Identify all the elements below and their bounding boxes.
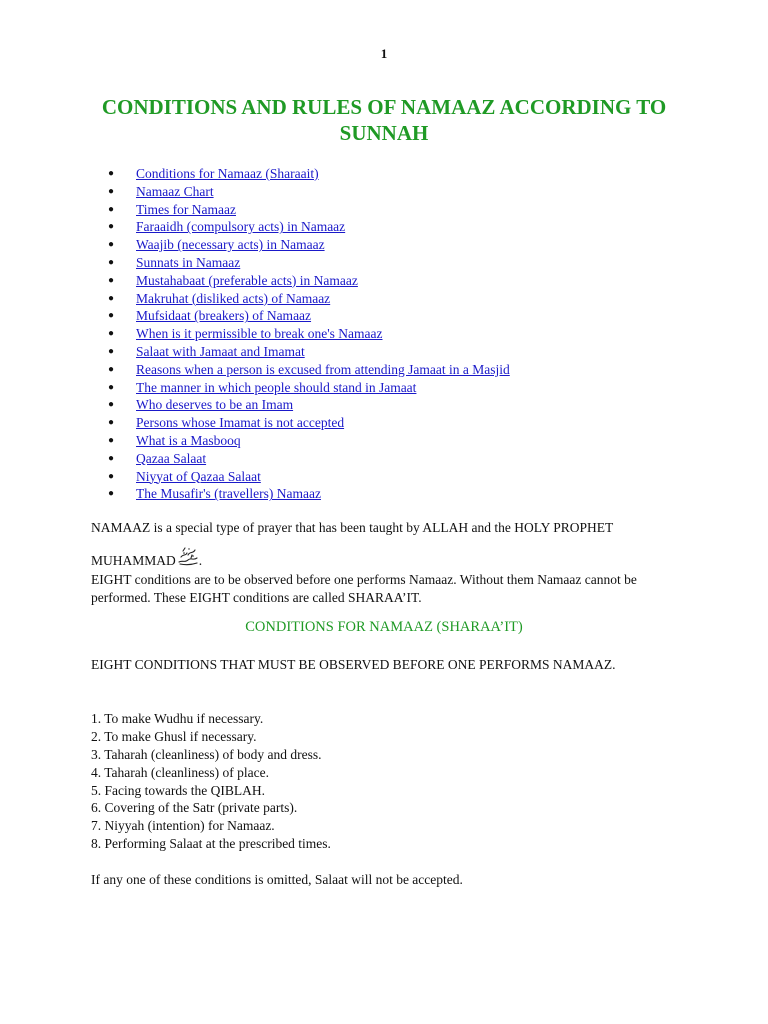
conditions-list (91, 710, 331, 853)
bullet-icon: ● (108, 417, 115, 429)
toc-link-mustahabaat[interactable]: Mustahabaat (preferable acts) in Namaaz (136, 272, 358, 288)
toc-item (108, 396, 510, 414)
bullet-icon: ● (108, 345, 115, 357)
toc-link-niyyat-qazaa[interactable]: Niyyat of Qazaa Salaat (136, 468, 261, 484)
bullet-icon: ● (108, 363, 115, 375)
bullet-icon: ● (108, 470, 115, 482)
toc-item (108, 485, 510, 503)
bullet-icon: ● (108, 168, 115, 179)
toc-link-qazaa-salaat[interactable]: Qazaa Salaat (136, 450, 207, 466)
intro-line-3: EIGHT conditions are to be observed before one performs Namaaz. Without them Namaaz cannot be performed. These EIGHT conditions are called SHARAA’IT. (91, 572, 637, 605)
intro-line-2 (91, 546, 691, 571)
bullet-icon: ● (108, 274, 115, 286)
bullet-icon: ● (108, 292, 115, 304)
condition-item: 8. Performing Salaat at the prescribed times. (91, 836, 331, 852)
condition-item: 4. Taharah (cleanliness) of place. (91, 764, 269, 780)
intro-paragraph (91, 519, 691, 607)
bullet-icon: ● (108, 434, 115, 446)
toc-item (108, 361, 510, 379)
toc-link-stand-jamaat[interactable]: The manner in which people should stand in Jamaat (136, 379, 417, 395)
bullet-icon: ● (108, 328, 115, 340)
toc-link-jamaat-imamat[interactable]: Salaat with Jamaat and Imamat (136, 343, 305, 359)
bullet-icon: ● (108, 399, 115, 411)
intro-line-2-end: . (198, 553, 203, 568)
condition-item: 2. To make Ghusl if necessary. (91, 728, 257, 744)
toc-link-mufsidaat[interactable]: Mufsidaat (breakers) of Namaaz (136, 308, 312, 324)
bullet-icon: ● (108, 488, 115, 500)
toc-link-break-namaaz[interactable]: When is it permissible to break one's Namaaz (136, 326, 383, 342)
page-title: CONDITIONS AND RULES OF NAMAAZ ACCORDING TO SUNNAH (101, 95, 667, 145)
toc-item (108, 254, 510, 272)
toc-item (108, 218, 510, 236)
toc-item (108, 183, 510, 201)
bullet-icon: ● (108, 185, 115, 197)
condition-item: 3. Taharah (cleanliness) of body and dress. (91, 746, 322, 762)
toc-link-conditions[interactable]: Conditions for Namaaz (Sharaait) (136, 166, 319, 181)
bullet-icon: ● (108, 310, 115, 322)
pbuh-calligraphy-icon (177, 546, 199, 571)
section-heading: CONDITIONS FOR NAMAAZ (SHARAA’IT) (245, 619, 523, 635)
prophet-name: MUHAMMAD (91, 553, 176, 568)
page-number: 1 (380, 46, 388, 61)
toc-item (108, 165, 510, 183)
condition-item: 6. Covering of the Satr (private parts). (91, 800, 298, 816)
toc-item (108, 290, 510, 308)
toc-item (108, 450, 510, 468)
toc-link-times[interactable]: Times for Namaaz (136, 201, 236, 217)
toc-link-faraaidh[interactable]: Faraaidh (compulsory acts) in Namaaz (136, 219, 346, 235)
bullet-icon: ● (108, 381, 115, 393)
condition-item: 5. Facing towards the QIBLAH. (91, 782, 265, 798)
toc-item (108, 343, 510, 361)
bullet-icon: ● (108, 239, 115, 251)
toc-link-excused[interactable]: Reasons when a person is excused from attending Jamaat in a Masjid (136, 361, 510, 377)
toc-link-imam[interactable]: Who deserves to be an Imam (136, 397, 294, 413)
toc-item (108, 201, 510, 219)
toc-link-namaaz-chart[interactable]: Namaaz Chart (136, 183, 214, 199)
toc-item (108, 325, 510, 343)
conditions-subheading: EIGHT CONDITIONS THAT MUST BE OBSERVED BEFORE ONE PERFORMS NAMAAZ. (91, 657, 616, 672)
toc-item (108, 379, 510, 397)
toc-link-sunnats[interactable]: Sunnats in Namaaz (136, 254, 241, 270)
bullet-icon: ● (108, 221, 115, 233)
condition-item: 1. To make Wudhu if necessary. (91, 711, 264, 726)
toc-link-makruhat[interactable]: Makruhat (disliked acts) of Namaaz (136, 290, 331, 306)
bullet-icon: ● (108, 256, 115, 268)
bullet-icon: ● (108, 452, 115, 464)
toc-item (108, 272, 510, 290)
bullet-icon: ● (108, 203, 115, 215)
toc-item (108, 307, 510, 325)
toc-item (108, 468, 510, 486)
condition-item: 7. Niyyah (intention) for Namaaz. (91, 818, 275, 834)
toc-link-musafir[interactable]: The Musafir's (travellers) Namaaz (136, 486, 321, 502)
footer-note: If any one of these conditions is omitted, Salaat will not be accepted. (91, 872, 463, 887)
intro-line-1: NAMAAZ is a special type of prayer that has been taught by ALLAH and the HOLY PROPHET (91, 520, 614, 535)
toc-link-masbooq[interactable]: What is a Masbooq (136, 432, 241, 448)
toc-item (108, 432, 510, 450)
toc-link-imamat-not-accepted[interactable]: Persons whose Imamat is not accepted (136, 415, 345, 431)
toc-item (108, 236, 510, 254)
toc-link-waajib[interactable]: Waajib (necessary acts) in Namaaz (136, 237, 325, 253)
toc-item (108, 414, 510, 432)
table-of-contents (108, 165, 510, 503)
